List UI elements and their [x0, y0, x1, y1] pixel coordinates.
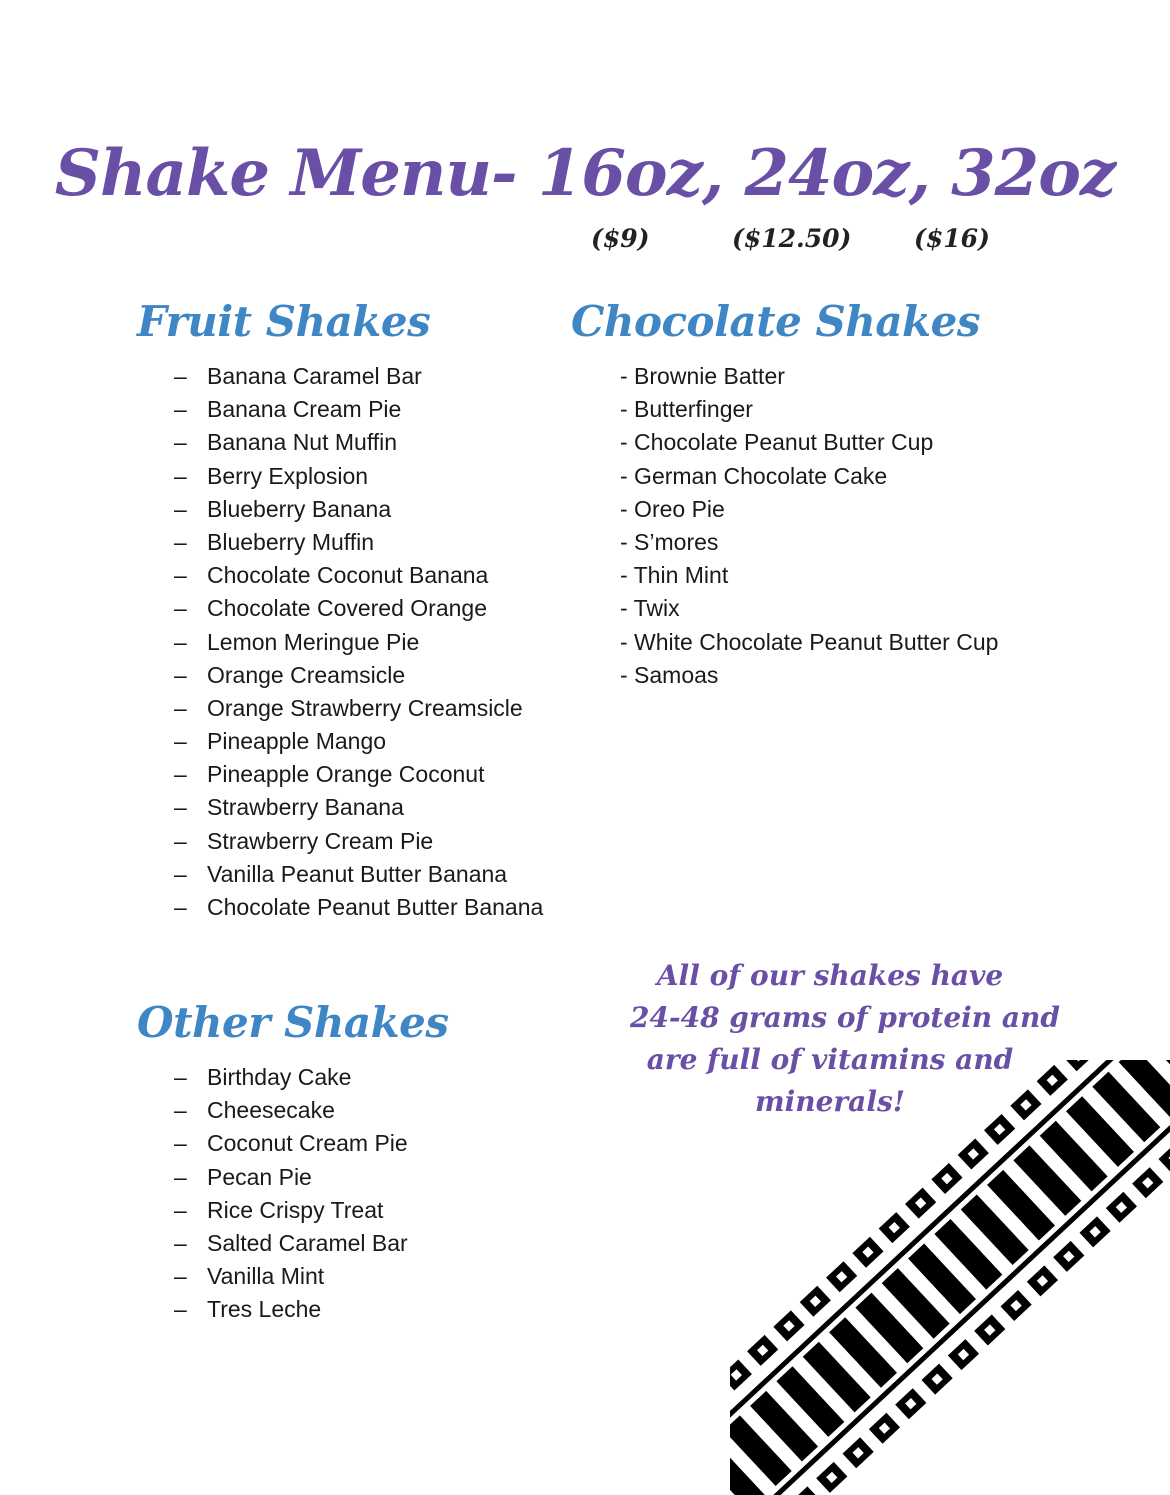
other-shakes-heading: Other Shakes — [137, 998, 449, 1047]
list-item — [174, 360, 543, 393]
list-item — [174, 1227, 408, 1260]
list-dash: – — [174, 1064, 187, 1090]
other-shakes-list — [174, 1061, 408, 1327]
list-item-label: Birthday Cake — [207, 1064, 352, 1090]
list-dash: – — [174, 363, 187, 389]
list-dash: – — [174, 595, 187, 622]
list-dash: – — [174, 1296, 187, 1323]
list-item — [174, 426, 543, 459]
list-item-label: Vanilla Peanut Butter Banana — [207, 860, 508, 887]
list-item — [174, 791, 543, 824]
list-dash: – — [174, 827, 187, 854]
list-item — [174, 460, 543, 493]
list-item — [174, 1194, 408, 1227]
list-item-label: Banana Caramel Bar — [207, 363, 422, 389]
list-dash: – — [174, 761, 187, 788]
list-dash: – — [174, 1130, 187, 1157]
list-item — [174, 393, 543, 426]
list-item-label: Pineapple Mango — [207, 728, 387, 755]
list-item — [174, 1094, 408, 1127]
list-dash: – — [174, 1163, 187, 1190]
list-item-label: Strawberry Banana — [207, 794, 404, 821]
list-dash: – — [174, 628, 187, 655]
list-item-label: Pineapple Orange Coconut — [207, 761, 485, 788]
list-dash: – — [174, 794, 187, 821]
list-item — [174, 1260, 408, 1293]
list-item-label: Banana Nut Muffin — [207, 429, 398, 456]
list-item: - German Chocolate Cake — [620, 462, 888, 489]
list-item-label: Chocolate Covered Orange — [207, 595, 487, 622]
list-item-label: Lemon Meringue Pie — [207, 628, 420, 655]
list-item — [174, 725, 543, 758]
fruit-shakes-heading: Fruit Shakes — [137, 297, 431, 346]
list-dash: – — [174, 894, 187, 920]
list-item-label: Orange Creamsicle — [207, 661, 406, 688]
protein-note-line: are full of vitamins and — [646, 1043, 1014, 1076]
list-item-label: Tres Leche — [207, 1296, 322, 1323]
list-item-label: Strawberry Cream Pie — [207, 827, 434, 854]
list-item: - White Chocolate Peanut Butter Cup — [620, 628, 999, 655]
list-item — [174, 626, 543, 659]
list-dash: – — [174, 728, 187, 755]
list-item: - Chocolate Peanut Butter Cup — [620, 429, 934, 456]
list-dash: – — [174, 1097, 187, 1124]
railroad-tracks-icon — [730, 1060, 1170, 1495]
protein-note-line: All of our shakes have — [656, 959, 1004, 992]
list-item-label: Orange Strawberry Creamsicle — [207, 694, 523, 721]
list-dash: – — [174, 462, 187, 489]
protein-note-line: minerals! — [754, 1085, 906, 1118]
list-dash: – — [174, 396, 187, 423]
list-item: - Oreo Pie — [620, 495, 725, 522]
list-item-label: Chocolate Peanut Butter Banana — [207, 894, 544, 920]
railroad-tracks-decoration — [730, 1060, 1170, 1495]
list-item: - Brownie Batter — [620, 363, 785, 389]
list-dash: – — [174, 1263, 187, 1290]
list-dash: – — [174, 860, 187, 887]
list-item — [174, 758, 543, 791]
list-item — [174, 526, 543, 559]
price-32oz: ($16) — [914, 224, 990, 253]
list-item-label: Salted Caramel Bar — [207, 1229, 408, 1256]
fruit-shakes-list — [174, 360, 543, 924]
list-dash: – — [174, 1229, 187, 1256]
list-item — [174, 559, 543, 592]
list-item — [174, 858, 543, 891]
protein-note-line: 24-48 grams of protein and — [630, 1001, 1060, 1034]
list-item-label: Blueberry Banana — [207, 495, 392, 522]
list-dash: – — [174, 495, 187, 522]
list-item: - S’mores — [620, 528, 719, 555]
list-item — [174, 1061, 408, 1094]
list-dash: – — [174, 562, 187, 589]
list-item — [174, 1161, 408, 1194]
tie-plate — [1158, 1143, 1170, 1174]
list-item-label: Cheesecake — [207, 1097, 335, 1124]
list-item — [174, 592, 543, 625]
list-item: - Samoas — [620, 661, 719, 688]
list-item — [174, 493, 543, 526]
list-item: - Thin Mint — [620, 562, 729, 589]
list-item-label: Rice Crispy Treat — [207, 1196, 384, 1223]
list-item-label: Coconut Cream Pie — [207, 1130, 408, 1157]
menu-title: Shake Menu- 16oz, 24oz, 32oz — [54, 136, 1116, 211]
list-item: - Twix — [620, 595, 680, 622]
chocolate-shakes-list — [620, 360, 998, 692]
list-dash: – — [174, 528, 187, 555]
price-16oz: ($9) — [591, 224, 650, 253]
list-item — [174, 1293, 408, 1326]
list-item-label: Chocolate Coconut Banana — [207, 562, 489, 589]
price-24oz: ($12.50) — [732, 224, 852, 253]
list-dash: – — [174, 661, 187, 688]
list-item: - Butterfinger — [620, 396, 753, 423]
list-item — [174, 891, 543, 924]
list-dash: – — [174, 429, 187, 456]
list-item — [174, 1127, 408, 1160]
list-item — [174, 692, 543, 725]
list-dash: – — [174, 1196, 187, 1223]
list-dash: – — [174, 694, 187, 721]
list-item — [174, 825, 543, 858]
list-item-label: Banana Cream Pie — [207, 396, 402, 423]
chocolate-shakes-heading: Chocolate Shakes — [571, 297, 981, 346]
list-item-label: Blueberry Muffin — [207, 528, 375, 555]
list-item-label: Pecan Pie — [207, 1163, 312, 1190]
tie-plate — [790, 1486, 821, 1495]
list-item-label: Berry Explosion — [207, 462, 369, 489]
tie-plate — [1063, 1060, 1094, 1071]
list-item-label: Vanilla Mint — [207, 1263, 325, 1290]
list-item — [174, 659, 543, 692]
